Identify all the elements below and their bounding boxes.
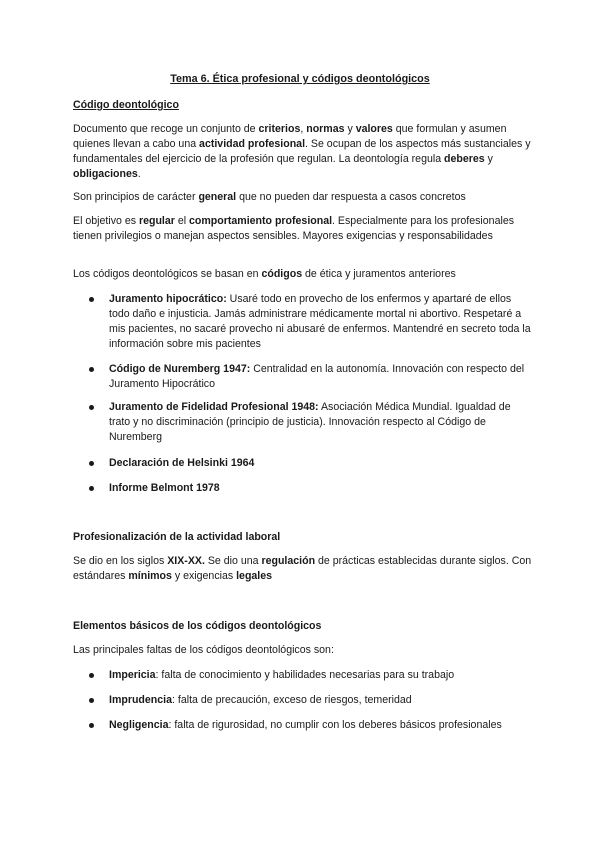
paragraph-faults-intro: Las principales faltas de los códigos deontológicos son: [73,644,334,656]
paragraph-professionalization: Se dio en los siglos XIX-XX. Se dio una regulación de prácticas establecidas durante siglos. Con estándares mínimos y exigencias legales [73,555,532,582]
list-item: Informe Belmont 1978 [73,481,533,496]
paragraph-principles: Son principios de carácter general que no pueden dar respuesta a casos concretos [73,191,466,203]
paragraph-definition: Documento que recoge un conjunto de criterios, normas y valores que formulan y asumen quienes llevan a cabo una actividad profesional. Se ocupan de los aspectos más sustanciales y fundamentales del ejercicio de la profesión que regulan. La deontología regula deberes y obligaciones. [73,123,531,180]
list-item: Declaración de Helsinki 1964 [73,456,533,471]
list-item: Impericia: falta de conocimiento y habilidades necesarias para su trabajo [73,668,533,683]
list-item: Juramento de Fidelidad Profesional 1948: Asociación Médica Mundial. Igualdad de trato y no discriminación (principio de justicia). Innovación respecto al Código de Nuremberg [73,400,533,445]
list-item: Juramento hipocrático: Usaré todo en provecho de los enfermos y apartaré de ellos todo daño e injusticia. Jamás administrare médicamente mortal ni abortivo. Respetaré a mis pacientes, no sacaré provecho ni abusaré de enfermos. Mantendré en secreto toda la información sobre mis pacientes [73,292,533,352]
section-heading-profesionalizacion: Profesionalización de la actividad laboral [73,531,281,543]
faults-list-1 [73,668,533,683]
faults-list-2 [73,693,533,708]
section-heading-elementos: Elementos básicos de los códigos deontológicos [73,620,322,632]
oaths-list-2 [73,362,533,392]
list-item: Imprudencia: falta de precaución, exceso de riesgos, temeridad [73,693,533,708]
faults-list-3 [73,718,533,733]
list-item: Negligencia: falta de rigurosidad, no cumplir con los deberes básicos profesionales [73,718,533,733]
page-title: Tema 6. Ética profesional y códigos deontológicos [170,73,430,85]
oaths-list-3 [73,400,533,445]
paragraph-basis: Los códigos deontológicos se basan en códigos de ética y juramentos anteriores [73,268,456,280]
oaths-list-5 [73,481,533,496]
oaths-list-4 [73,456,533,471]
paragraph-objective: El objetivo es regular el comportamiento profesional. Especialmente para los profesionales tienen privilegios o manejan aspectos sensibles. Mayores exigencias y responsabilidades [73,215,515,242]
list-item: Código de Nuremberg 1947: Centralidad en la autonomía. Innovación con respecto del Juramento Hipocrático [73,362,533,392]
oaths-list [73,292,533,352]
section-heading-codigo-deontologico: Código deontológico [73,99,179,111]
